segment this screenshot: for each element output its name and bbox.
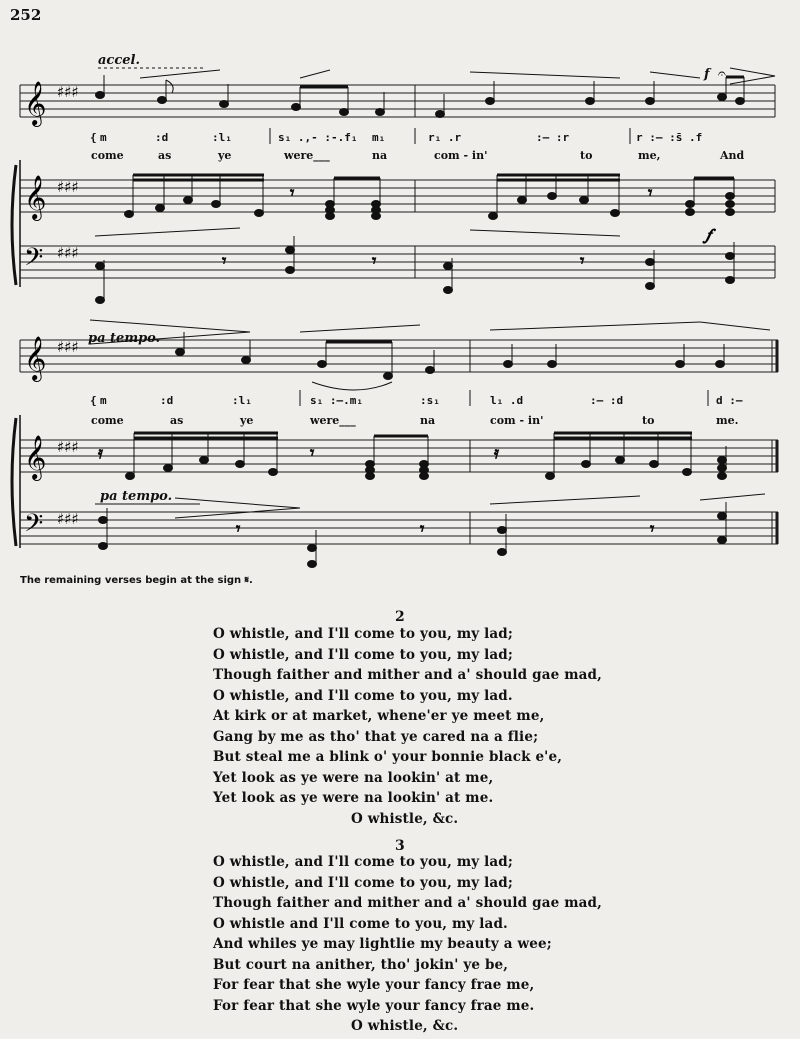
- svg-text:𝄾: 𝄾: [222, 251, 227, 270]
- voice-staff-1: [20, 85, 775, 117]
- lyric-word: na: [372, 149, 388, 162]
- tempo-mark-accel: accel.: [98, 53, 140, 68]
- verse-number: 2: [395, 609, 405, 625]
- lyric-word: And: [720, 149, 745, 162]
- solfa-cell: m: [100, 131, 107, 144]
- solfa-cell: :d: [155, 131, 169, 144]
- verse-line: O whistle and I'll come to you, my lad.: [213, 915, 508, 932]
- solfa-cell: d :—: [716, 394, 743, 407]
- solfa-cell: m₁: [372, 131, 386, 144]
- treble-clef-icon: 𝄞: [24, 336, 47, 380]
- page-number: 252: [10, 6, 42, 24]
- svg-text:{: {: [90, 394, 97, 407]
- solfa-cell: s₁ .,- :-.f₁: [278, 131, 358, 144]
- svg-text:𝄾: 𝄾: [290, 183, 295, 202]
- verse-line: For fear that she wyle your fancy frae me.: [213, 997, 535, 1014]
- verse-line: O whistle, and I'll come to you, my lad;: [213, 646, 514, 663]
- voice-notes-1: [96, 75, 745, 118]
- svg-text:𝄾: 𝄾: [310, 443, 315, 462]
- verse-line: At kirk or at market, whene'er ye meet me,: [213, 708, 545, 724]
- verse-line: For fear that she wyle your fancy frae me,: [213, 977, 535, 993]
- verse-line: O whistle, and I'll come to you, my lad.: [213, 687, 513, 704]
- lyrics-line-1: [91, 149, 745, 163]
- key-signature-icon: ♯♯♯: [57, 244, 79, 262]
- verse-line: But court na anither, tho' jokin' ye be,: [213, 956, 509, 973]
- solfa-cell: :l₁: [212, 131, 232, 144]
- bass-clef-icon: 𝄢: [24, 243, 44, 278]
- lyric-word: na: [420, 414, 436, 427]
- fermata-icon: 𝄐: [718, 66, 726, 82]
- verse-2: [213, 624, 602, 829]
- lyric-word: com - in': [490, 414, 544, 427]
- solfa-cell: l₁ .d: [490, 394, 524, 407]
- solfa-cell: :— :d: [590, 394, 624, 407]
- piano-bass-staff-2: [20, 512, 778, 544]
- lyric-word: were___: [310, 414, 356, 427]
- key-signature-icon: ♯♯♯: [57, 510, 79, 528]
- piano-rh-notes-1: [125, 175, 735, 220]
- svg-text:𝄾: 𝄾: [650, 519, 655, 538]
- verse-line: Though faither and mither and a' should gae mad,: [213, 667, 602, 683]
- solfa-cell: :s₁: [420, 394, 440, 407]
- tempo-mark-pa-tempo-bass: pa tempo.: [100, 489, 173, 504]
- dynamic-forte: f: [704, 67, 710, 82]
- verse-line: Yet look as ye were na lookin' at me,: [213, 769, 494, 786]
- lyric-word: come: [91, 149, 124, 162]
- verse-line: Yet look as ye were na lookin' at me.: [213, 790, 494, 806]
- voice-notes-2: [176, 332, 725, 390]
- solfa-cell: r₁ .r: [428, 131, 462, 144]
- verse-line: Gang by me as tho' that ye cared na a flie;: [213, 728, 539, 745]
- verse-chorus: O whistle, &c.: [351, 810, 459, 827]
- lyric-word: ye: [240, 414, 254, 427]
- svg-text:𝄾: 𝄾: [372, 251, 377, 270]
- solfa-cell: r :— :s̄ .f: [636, 131, 703, 144]
- verse-line: And whiles ye may lightlie my beauty a wee;: [213, 936, 552, 952]
- bass-clef-icon: 𝄢: [24, 509, 44, 544]
- lyric-word: com - in': [434, 149, 488, 162]
- solfa-cell: m: [100, 394, 107, 407]
- verse-line: O whistle, and I'll come to you, my lad;: [213, 626, 514, 642]
- tempo-mark-pa-tempo: pa tempo.: [88, 331, 161, 346]
- svg-text:𝄿: 𝄿: [98, 443, 103, 462]
- lyric-word: ye: [218, 149, 232, 162]
- solfa-cell: :l₁: [232, 394, 252, 407]
- svg-text:{: {: [90, 131, 97, 144]
- solfa-line-1: [90, 128, 702, 144]
- lyrics-line-2: [91, 414, 738, 428]
- lyric-word: to: [580, 149, 593, 162]
- lyric-word: me.: [716, 414, 739, 427]
- treble-clef-icon: 𝄞: [24, 175, 47, 219]
- verse-line: Though faither and mither and a' should gae mad,: [213, 895, 602, 911]
- verse-line: But steal me a blink o' your bonnie black e'e,: [213, 749, 563, 765]
- solfa-cell: :d: [160, 394, 174, 407]
- lyric-word: were___: [284, 149, 330, 162]
- lyric-word: as: [158, 149, 172, 162]
- svg-text:𝄾: 𝄾: [420, 519, 425, 538]
- solfa-cell: :— :r: [536, 131, 570, 144]
- lyric-word: to: [642, 414, 655, 427]
- solfa-line-2: [90, 390, 743, 407]
- key-signature-icon: ♯♯♯: [57, 338, 79, 356]
- piano-bass-staff-1: [20, 246, 775, 278]
- dynamic-forte-icon: 𝆑: [706, 225, 712, 244]
- lyric-word: come: [91, 414, 124, 427]
- verse-3: [213, 852, 602, 1037]
- verse-line: O whistle, and I'll come to you, my lad;: [213, 874, 514, 891]
- system-2: [12, 320, 778, 568]
- svg-text:𝄾: 𝄾: [580, 251, 585, 270]
- key-signature-icon: ♯♯♯: [57, 178, 79, 196]
- treble-clef-icon: 𝄞: [24, 81, 47, 125]
- key-signature-icon: ♯♯♯: [57, 83, 79, 101]
- svg-text:𝄾: 𝄾: [648, 183, 653, 202]
- footnote-remaining-verses: The remaining verses begin at the sign 𝄋.: [20, 575, 253, 586]
- verse-line: O whistle, and I'll come to you, my lad;: [213, 854, 514, 870]
- system-1: [12, 53, 775, 304]
- svg-text:𝄾: 𝄾: [236, 519, 241, 538]
- verse-chorus: O whistle, &c.: [351, 1018, 459, 1034]
- lyric-word: me,: [638, 149, 661, 162]
- lyric-word: as: [170, 414, 184, 427]
- treble-clef-icon: 𝄞: [24, 435, 47, 479]
- verse-number: 3: [395, 838, 405, 854]
- svg-text:𝄿: 𝄿: [494, 443, 499, 462]
- solfa-cell: s₁ :—.m₁: [310, 394, 363, 407]
- key-signature-icon: ♯♯♯: [57, 438, 79, 456]
